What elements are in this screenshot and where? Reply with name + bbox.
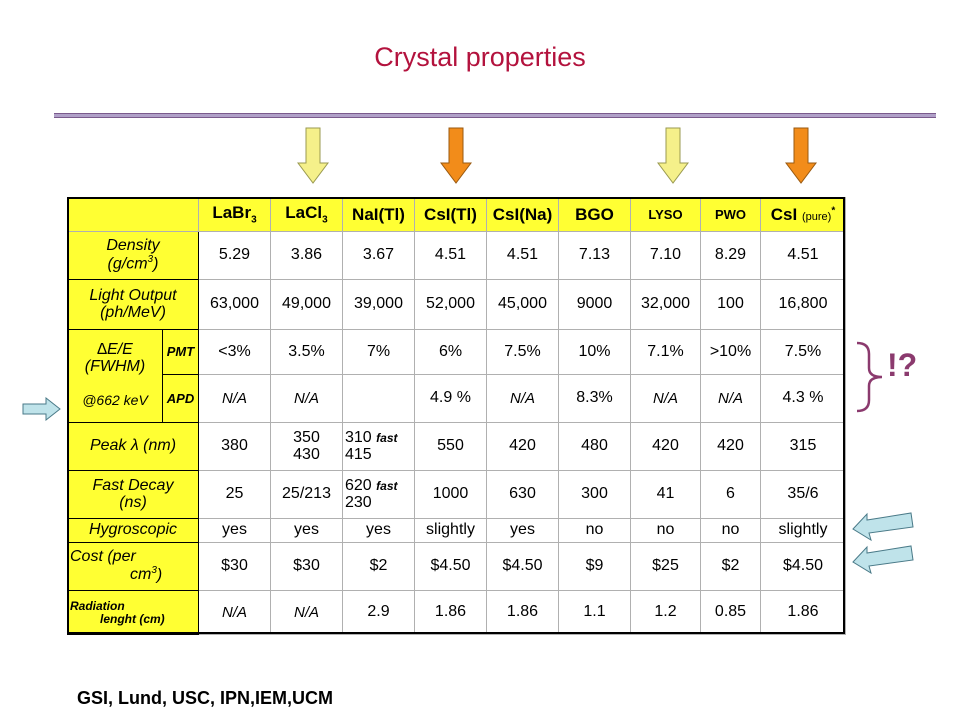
hygroscopic-value: no [701,519,761,543]
radiation-length-value: 0.85 [701,591,761,635]
down-arrow-orange-icon [440,127,472,185]
radiation-length-value: 1.86 [415,591,487,635]
peak-value: 550 [415,423,487,471]
hygroscopic-label: Hygroscopic [68,519,199,543]
header-corner [68,198,199,232]
density-value: 5.29 [199,232,271,280]
pmt-value: 3.5% [271,330,343,375]
light-output-value: 32,000 [631,280,701,330]
down-arrow-light-yellow-icon [657,127,689,185]
cost-value: $2 [343,543,415,591]
peak-value: 350 430 [271,423,343,471]
hygroscopic-value: no [559,519,631,543]
header-nai: NaI(Tl) [343,198,415,232]
peak-value: 480 [559,423,631,471]
header-row [68,198,846,232]
header-lyso: LYSO [631,198,701,232]
apd-value: N/A [487,375,559,423]
apd-value: N/A [271,375,343,423]
curly-brace-icon [855,340,885,415]
footer-credits: GSI, Lund, USC, IPN,IEM,UCM [77,688,333,708]
cost-value: $25 [631,543,701,591]
radiation-length-value: 1.86 [761,591,846,635]
apd-value: 8.3% [559,375,631,423]
decay-row [68,471,846,519]
light-output-value: 45,000 [487,280,559,330]
cost-row [68,543,846,591]
down-arrow-orange-icon [785,127,817,185]
peak-label: Peak λ (nm) [68,423,199,471]
pmt-value: 7% [343,330,415,375]
header-csi-na: CsI(Na) [487,198,559,232]
light-output-value: 39,000 [343,280,415,330]
density-row [68,232,846,280]
cost-value: $2 [701,543,761,591]
hygroscopic-value: yes [487,519,559,543]
pmt-value: 6% [415,330,487,375]
radiation-length-value: 2.9 [343,591,415,635]
light-output-label: Light Output (ph/MeV) [68,280,199,330]
pmt-value: 7.5% [487,330,559,375]
decay-value: 25/213 [271,471,343,519]
density-value: 4.51 [761,232,846,280]
light-output-row [68,280,846,330]
radiation-length-value: 1.1 [559,591,631,635]
title-divider [54,113,936,118]
peak-value: 420 [487,423,559,471]
down-arrow-light-yellow-icon [297,127,329,185]
light-output-value: 52,000 [415,280,487,330]
cost-value: $9 [559,543,631,591]
pmt-value: >10% [701,330,761,375]
cost-value: $30 [271,543,343,591]
radiation-length-value: 1.2 [631,591,701,635]
hygroscopic-row [68,519,846,543]
apd-value: N/A [701,375,761,423]
radiation-length-value: N/A [271,591,343,635]
apd-value: 4.3 % [761,375,846,423]
density-value: 4.51 [487,232,559,280]
header-lacl3: LaCl$_3$ [271,198,343,232]
apd-label: APD [163,375,199,423]
right-arrow-blue-icon [22,397,62,421]
peak-value: 380 [199,423,271,471]
cost-value: $30 [199,543,271,591]
decay-value: 35/6 [761,471,846,519]
radiation-length-value: N/A [199,591,271,635]
light-output-value: 63,000 [199,280,271,330]
pmt-value: 10% [559,330,631,375]
cost-label: Cost (per $cm^3$) [68,543,199,591]
decay-value: 1000 [415,471,487,519]
header-csi-tl: CsI(Tl) [415,198,487,232]
cost-value: $4.50 [487,543,559,591]
resolution-label: ∆E/E (FWHM) @662 keV [68,330,163,423]
hygroscopic-value: yes [271,519,343,543]
peak-value: 315 [761,423,846,471]
header-csi-pure: CsI (pure)* [761,198,846,232]
cost-value: $4.50 [415,543,487,591]
apd-value: N/A [631,375,701,423]
density-value: 7.10 [631,232,701,280]
decay-value: 630 [487,471,559,519]
density-value: 8.29 [701,232,761,280]
hygroscopic-value: slightly [415,519,487,543]
resolution-pmt-row [68,330,846,375]
hygroscopic-value: no [631,519,701,543]
pmt-value: 7.1% [631,330,701,375]
apd-value: 4.9 % [415,375,487,423]
density-value: 7.13 [559,232,631,280]
cost-value: $4.50 [761,543,846,591]
pmt-value: 7.5% [761,330,846,375]
peak-row [68,423,846,471]
annotation-exclaim: !? [887,347,918,383]
density-value: 3.67 [343,232,415,280]
radiation-length-label: Radiation lenght (cm) [68,591,199,635]
apd-value: N/A [199,375,271,423]
decay-value: 25 [199,471,271,519]
pmt-label: PMT [163,330,199,375]
radiation-length-value: 1.86 [487,591,559,635]
light-output-value: 16,800 [761,280,846,330]
left-arrow-blue-icon [851,509,915,543]
pmt-value: <3% [199,330,271,375]
light-output-value: 49,000 [271,280,343,330]
peak-value: 420 [701,423,761,471]
decay-label: Fast Decay (ns) [68,471,199,519]
density-value: 4.51 [415,232,487,280]
crystal-properties-table [67,197,846,635]
light-output-value: 9000 [559,280,631,330]
header-bgo: BGO [559,198,631,232]
density-label: Density $(g/cm^3)$ [68,232,199,280]
hygroscopic-value: yes [199,519,271,543]
radiation-length-row [68,591,846,635]
density-value: 3.86 [271,232,343,280]
peak-value: 420 [631,423,701,471]
left-arrow-blue-icon [851,542,915,576]
header-labr3: LaBr$_3$ [199,198,271,232]
hygroscopic-value: slightly [761,519,846,543]
decay-value: 41 [631,471,701,519]
slide-title: Crystal properties [374,42,586,72]
hygroscopic-value: yes [343,519,415,543]
decay-value: 300 [559,471,631,519]
decay-value: 620 fast 230 [343,471,415,519]
peak-value: 310 fast 415 [343,423,415,471]
header-pwo: PWO [701,198,761,232]
apd-value-empty [343,375,415,423]
resolution-apd-row [68,375,846,423]
decay-value: 6 [701,471,761,519]
light-output-value: 100 [701,280,761,330]
